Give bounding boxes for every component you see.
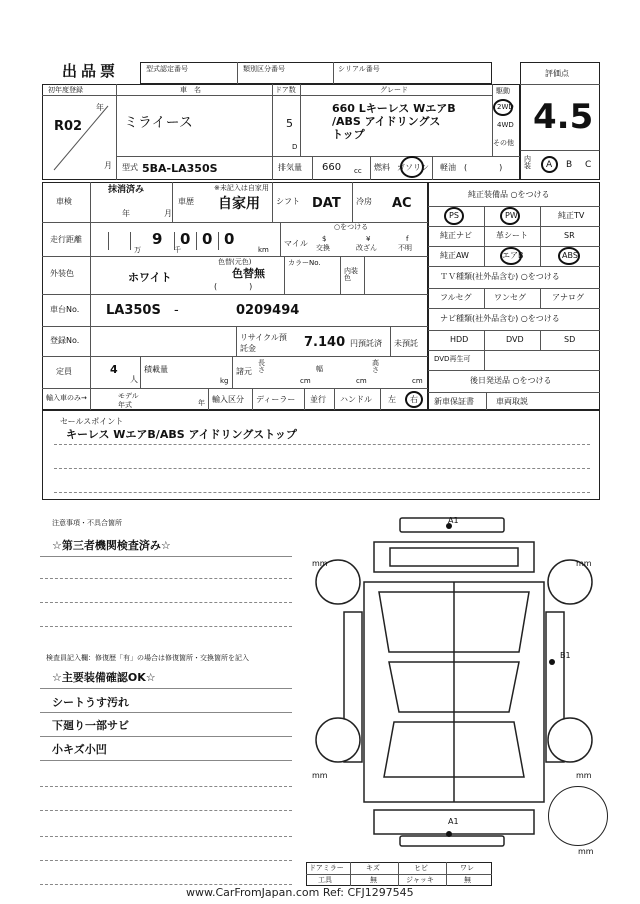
option-airbag: エアB: [502, 251, 524, 260]
drive-4wd: 4WD: [497, 121, 514, 129]
mileage-digit-4: 0: [224, 230, 235, 248]
chassis-label: 車台No.: [50, 305, 80, 314]
tv-oneseg: ワンセグ: [494, 293, 526, 302]
model-value: 5BA-LA350S: [142, 162, 218, 175]
mileage-digits: [94, 230, 244, 252]
legend-jack: ジャッキ: [406, 876, 434, 884]
mileage-digit-3: 0: [202, 230, 213, 248]
inspector-item-4: 小キズ小凹: [52, 743, 107, 756]
registration-label: 登録No.: [50, 336, 80, 345]
mileage-digit-1: 9: [152, 230, 163, 248]
inspector-label: 検査員記入欄：修復歴「有」の場合は修復箇所・交換箇所を記入: [46, 654, 249, 662]
handle-right-circle: [405, 391, 423, 408]
fuel-diesel: 軽油: [440, 163, 456, 172]
handle-label: ハンドル: [340, 395, 372, 404]
recycle-label: リサイクル預託金: [240, 333, 287, 353]
import-class-label: 輸入区分: [212, 395, 244, 404]
mm-label-fl: mm: [312, 559, 328, 568]
tv-type-title: ＴＶ種類(社外品含む) ○をつける: [440, 272, 560, 281]
header-id-box: [140, 62, 492, 84]
load-label: 積載量: [144, 365, 168, 374]
option-tv: 純正TV: [558, 211, 585, 220]
first-reg-label: 初年度登録: [48, 86, 83, 94]
score-label: 評価点: [545, 69, 569, 78]
navi-type-title: ナビ種類(社外品含む) ○をつける: [440, 314, 560, 323]
option-leather: 革シート: [496, 231, 528, 240]
car-name-label: 車 名: [180, 86, 201, 94]
recycle-value: 7.140: [304, 335, 346, 350]
exchange-circle-note: ○をつける: [334, 223, 369, 231]
inspector-item-1: ☆主要装備確認OK☆: [52, 671, 156, 684]
fuel-label: 燃料: [374, 163, 390, 172]
tv-analog: アナログ: [552, 293, 584, 302]
navi-sd: SD: [564, 335, 576, 344]
notes-label: 注意事項・不具合箇所: [52, 519, 122, 527]
capacity-unit: 人: [130, 375, 138, 384]
import-label: 輸入車のみ→: [46, 394, 87, 402]
legend-crack: ヒビ: [414, 864, 428, 872]
option-airbag-circle: [500, 247, 522, 265]
after-warranty: 新車保証書: [434, 397, 474, 406]
vin-year-unit: 年: [122, 209, 130, 218]
capacity-label: 定員: [56, 367, 72, 376]
shift-value: DAT: [312, 196, 341, 211]
interior-a-circle: [541, 156, 558, 173]
footer-watermark: www.CarFromJapan.com Ref: CFJ1297545: [186, 886, 414, 899]
damage-marker-rear: [446, 831, 452, 837]
history-note: ※未記入は自家用: [214, 184, 269, 192]
grade-line-3: トップ: [332, 128, 365, 141]
mm-label-rl: mm: [312, 771, 328, 780]
height-label: 高さ: [372, 359, 379, 374]
history-label: 車歴: [178, 197, 194, 206]
options-title: 純正装備品 ○をつける: [468, 190, 550, 199]
recycle-status-not-deposited: 未預託: [394, 339, 418, 348]
option-pw: PW: [505, 211, 518, 220]
import-parallel: 並行: [310, 395, 326, 404]
color-change-paren: ( ): [214, 282, 253, 291]
navi-hdd: HDD: [450, 335, 469, 344]
chassis-prefix: LA350S: [106, 303, 161, 318]
import-dealer: ディーラー: [256, 395, 296, 404]
serial-label: シリアル番号: [338, 65, 380, 73]
chassis-dash: -: [174, 303, 179, 318]
option-abs-circle: [558, 247, 580, 265]
inspector-item-2: シートうす汚れ: [52, 696, 129, 709]
option-navi: 純正ナビ: [440, 231, 472, 240]
legend-scratch: キズ: [366, 864, 380, 872]
mileage-man-unit: 万: [134, 246, 141, 254]
exchange-tampered: 改ざん: [356, 244, 377, 252]
interior-color-label: 内装色: [344, 267, 358, 282]
displacement-unit: cc: [354, 167, 362, 175]
model-year-unit: 年: [198, 399, 205, 407]
model-cert-label: 型式認定番号: [146, 65, 188, 73]
legend-tool: 工具: [318, 876, 332, 884]
damage-mark-side: B1: [560, 651, 571, 660]
car-name-value: ミライース: [124, 115, 193, 131]
option-sr: SR: [564, 231, 575, 240]
history-value: 自家用: [218, 196, 260, 212]
dvd-play: DVD再生可: [434, 355, 471, 363]
mileage-km-unit: km: [258, 246, 269, 254]
shift-label: シフト: [276, 197, 300, 206]
navi-dvd: DVD: [506, 335, 524, 344]
spare-tire: [548, 786, 608, 846]
grade-label: グレード: [380, 86, 408, 94]
option-aw: 純正AW: [440, 251, 469, 260]
length-unit: cm: [300, 377, 311, 385]
color-label: 外装色: [50, 269, 74, 278]
vin-month-unit: 月: [164, 209, 172, 218]
color-change-label: 色替(元色): [218, 258, 252, 266]
color-change-value: 色替無: [232, 267, 265, 280]
grade-line-2: /ABS アイドリングス: [332, 115, 441, 128]
fuel-gasoline-circle: [400, 156, 424, 178]
mm-label-spare: mm: [578, 847, 594, 856]
fuel-paren: ( ): [464, 163, 503, 172]
handle-right: 右: [410, 395, 418, 404]
length-label: 長さ: [258, 359, 265, 374]
interior-c: C: [585, 160, 592, 170]
damage-mark-bottom: A1: [448, 817, 459, 826]
legend-tool-none: 無: [370, 876, 377, 884]
model-year-label: モデル年式: [118, 392, 139, 409]
capacity-value: 4: [110, 363, 118, 376]
doors-label: ドア数: [275, 86, 296, 94]
drive-label: 駆動: [496, 87, 510, 95]
option-ps: PS: [449, 211, 459, 220]
mm-label-rr: mm: [576, 771, 592, 780]
mileage-digit-2: 0: [180, 230, 191, 248]
class-number-label: 類別区分番号: [243, 65, 285, 73]
vin-value: 抹消済み: [108, 185, 145, 195]
sales-point-label: セールスポイント: [60, 417, 124, 426]
mileage-sen-unit: 千: [174, 246, 181, 254]
first-reg-year-unit: 年: [96, 103, 104, 112]
recycle-status-deposited: 円預託済: [350, 339, 382, 348]
damage-marker-side: [549, 659, 555, 665]
doors-value: 5: [286, 117, 293, 130]
option-pw-circle: [500, 207, 520, 225]
option-ps-circle: [444, 207, 464, 225]
drive-2wd-circle: [493, 99, 513, 116]
after-manual: 車両取説: [496, 397, 528, 406]
inspector-item-3: 下廻り一部サビ: [52, 719, 129, 732]
first-reg-value: R02: [54, 119, 83, 134]
mileage-label: 走行距離: [50, 235, 82, 244]
details-box: [42, 182, 428, 410]
legend-door-mirror: ドアミラー: [309, 864, 344, 872]
vin-label: 車検: [56, 197, 72, 206]
page-title: 出品票: [62, 62, 120, 80]
legend-dent: ワレ: [460, 864, 474, 872]
interior-a: A: [546, 160, 553, 170]
dims-label: 諸元: [236, 367, 252, 376]
first-reg-month-unit: 月: [104, 161, 112, 170]
score-value: 4.5: [533, 97, 594, 137]
chassis-number: 0209494: [236, 303, 300, 318]
drive-2wd: 2WD: [497, 103, 514, 111]
exchange-yen: ¥: [366, 235, 371, 243]
option-abs: ABS: [562, 251, 578, 260]
width-label: 幅: [316, 365, 323, 373]
mm-label-fr: mm: [576, 559, 592, 568]
mile-label: マイル: [284, 239, 308, 248]
fuel-gasoline: ガソリン: [397, 163, 429, 172]
doors-unit: D: [292, 143, 298, 151]
handle-left: 左: [388, 395, 396, 404]
tv-fullseg: フルセグ: [440, 293, 472, 302]
height-unit: cm: [412, 377, 423, 385]
color-no-label: カラーNo.: [288, 259, 321, 267]
model-label: 型式: [122, 163, 138, 172]
sales-point-box: [42, 410, 600, 500]
damage-mark-top: A1: [448, 516, 459, 525]
color-value: ホワイト: [128, 271, 172, 284]
exchange-replaced: 交換: [316, 244, 330, 252]
after-title: 後日発送品 ○をつける: [470, 376, 552, 385]
displacement-label: 排気量: [278, 163, 302, 172]
legend-jack-none: 無: [464, 876, 471, 884]
exchange-dollar: $: [322, 235, 327, 243]
exchange-f: f: [406, 235, 409, 243]
sales-point-text: キーレス WエアB/ABS アイドリングストップ: [66, 428, 297, 441]
width-unit: cm: [356, 377, 367, 385]
notes-item-1: ☆第三者機関検査済み☆: [52, 539, 171, 552]
ac-label: 冷房: [356, 197, 372, 206]
load-unit: kg: [220, 377, 229, 385]
grade-line-1: 660 Lキーレス WエアB: [332, 102, 456, 115]
exchange-unknown: 不明: [398, 244, 412, 252]
displacement-value: 660: [322, 162, 342, 173]
interior-b: B: [566, 160, 573, 170]
ac-value: AC: [392, 196, 412, 211]
drive-other: その他: [493, 139, 514, 147]
interior-label: 内装: [524, 155, 531, 170]
